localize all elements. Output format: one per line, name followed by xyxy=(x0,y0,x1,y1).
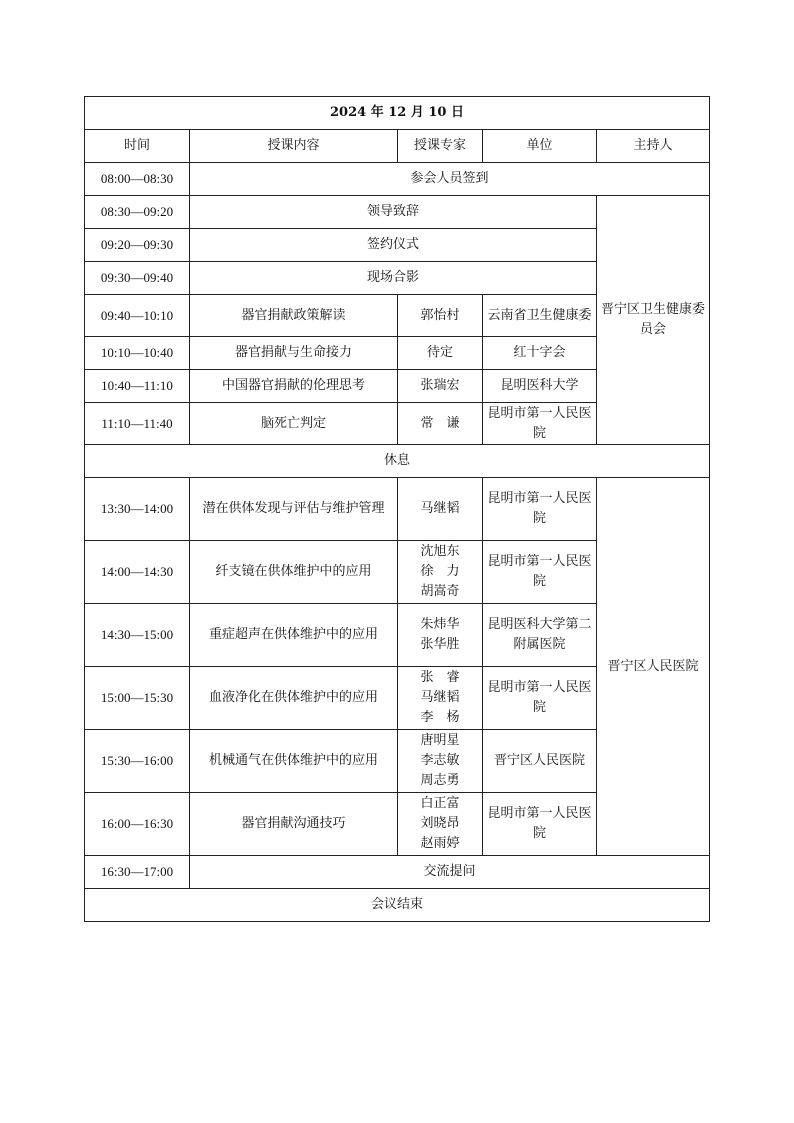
row-content: 参会人员签到 xyxy=(190,163,710,196)
row-content: 潜在供体发现与评估与维护管理 xyxy=(190,478,398,541)
speaker-name: 待定 xyxy=(426,345,453,360)
row-content: 重症超声在供体维护中的应用 xyxy=(190,604,398,667)
row-content: 器官捐献与生命接力 xyxy=(190,337,398,370)
speaker-name: 李 杨 xyxy=(420,710,460,725)
row-time: 09:40—10:10 xyxy=(85,295,190,337)
row-time: 08:00—08:30 xyxy=(85,163,190,196)
schedule-date: 2024 年 12 月 10 日 xyxy=(85,97,710,130)
host-cell: 晋宁区卫生健康委员会 xyxy=(597,196,710,445)
row-speakers xyxy=(398,403,483,445)
row-time: 16:30—17:00 xyxy=(85,856,190,889)
row-content: 中国器官捐献的伦理思考 xyxy=(190,370,398,403)
row-unit: 昆明医科大学 xyxy=(483,370,597,403)
closing-row xyxy=(85,889,710,922)
header-row xyxy=(85,130,710,163)
row-unit: 昆明市第一人民医院 xyxy=(483,793,597,856)
row-unit: 昆明医科大学第二附属医院 xyxy=(483,604,597,667)
speaker-name: 张 睿 xyxy=(420,670,460,685)
row-speakers xyxy=(398,337,483,370)
header-unit: 单位 xyxy=(483,130,597,163)
row-time: 10:10—10:40 xyxy=(85,337,190,370)
header-expert: 授课专家 xyxy=(398,130,483,163)
row-speakers xyxy=(398,478,483,541)
row-content: 交流提问 xyxy=(190,856,710,889)
row-content: 签约仪式 xyxy=(190,229,597,262)
speaker-name: 马继韬 xyxy=(420,690,460,705)
schedule-table xyxy=(84,96,710,922)
speaker-name: 张华胜 xyxy=(420,637,460,652)
speaker-name: 周志勇 xyxy=(420,773,460,788)
row-speakers xyxy=(398,604,483,667)
row-unit: 昆明市第一人民医院 xyxy=(483,667,597,730)
row-unit: 昆明市第一人民医院 xyxy=(483,541,597,604)
speaker-name: 白正富 xyxy=(420,796,460,811)
row-content: 休息 xyxy=(85,445,710,478)
row-content: 领导致辞 xyxy=(190,196,597,229)
table-row xyxy=(85,163,710,196)
row-time: 13:30—14:00 xyxy=(85,478,190,541)
row-speakers xyxy=(398,667,483,730)
row-content: 会议结束 xyxy=(85,889,710,922)
break-row xyxy=(85,445,710,478)
speaker-name: 徐 力 xyxy=(420,564,460,579)
header-time: 时间 xyxy=(85,130,190,163)
row-speakers xyxy=(398,793,483,856)
row-content: 纤支镜在供体维护中的应用 xyxy=(190,541,398,604)
row-unit: 红十字会 xyxy=(483,337,597,370)
row-unit: 晋宁区人民医院 xyxy=(483,730,597,793)
row-content: 机械通气在供体维护中的应用 xyxy=(190,730,398,793)
row-speakers xyxy=(398,541,483,604)
row-time: 14:00—14:30 xyxy=(85,541,190,604)
row-content: 器官捐献沟通技巧 xyxy=(190,793,398,856)
row-content: 脑死亡判定 xyxy=(190,403,398,445)
row-unit: 昆明市第一人民医院 xyxy=(483,478,597,541)
row-speakers xyxy=(398,730,483,793)
speaker-name: 赵雨婷 xyxy=(420,836,460,851)
row-time: 11:10—11:40 xyxy=(85,403,190,445)
row-time: 10:40—11:10 xyxy=(85,370,190,403)
row-speakers xyxy=(398,295,483,337)
host-cell: 晋宁区人民医院 xyxy=(597,478,710,856)
row-unit: 云南省卫生健康委 xyxy=(483,295,597,337)
row-time: 08:30—09:20 xyxy=(85,196,190,229)
header-content: 授课内容 xyxy=(190,130,398,163)
speaker-name: 唐明星 xyxy=(420,733,460,748)
row-unit: 昆明市第一人民医院 xyxy=(483,403,597,445)
header-host: 主持人 xyxy=(597,130,710,163)
row-content: 血液净化在供体维护中的应用 xyxy=(190,667,398,730)
speaker-name: 胡嵩奇 xyxy=(420,584,460,599)
row-time: 14:30—15:00 xyxy=(85,604,190,667)
speaker-name: 马继韬 xyxy=(420,501,460,516)
speaker-name: 李志敏 xyxy=(420,753,460,768)
row-content: 现场合影 xyxy=(190,262,597,295)
table-row xyxy=(85,856,710,889)
speaker-name: 沈旭东 xyxy=(420,544,460,559)
row-time: 09:20—09:30 xyxy=(85,229,190,262)
date-row xyxy=(85,97,710,130)
row-content: 器官捐献政策解读 xyxy=(190,295,398,337)
speaker-name: 朱炜华 xyxy=(420,617,460,632)
row-time: 15:30—16:00 xyxy=(85,730,190,793)
speaker-name: 刘晓昂 xyxy=(420,816,460,831)
row-time: 15:00—15:30 xyxy=(85,667,190,730)
speaker-name: 郭怡村 xyxy=(420,307,460,323)
speaker-name: 张瑞宏 xyxy=(420,378,460,393)
table-row xyxy=(85,196,710,229)
row-time: 09:30—09:40 xyxy=(85,262,190,295)
speaker-name: 常 谦 xyxy=(420,415,460,431)
table-row xyxy=(85,478,710,541)
row-speakers xyxy=(398,370,483,403)
row-time: 16:00—16:30 xyxy=(85,793,190,856)
